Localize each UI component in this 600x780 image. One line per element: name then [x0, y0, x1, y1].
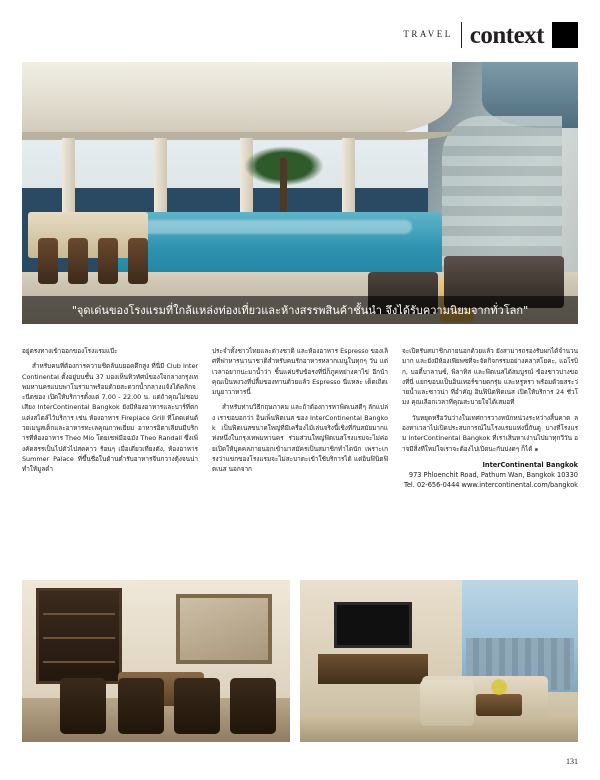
contact-phone-web[interactable]: Tel. 02-656-0444 www.intercontinental.com/bangkok	[403, 480, 578, 489]
suite-coffee-table	[476, 694, 522, 716]
masthead-title: context	[469, 21, 544, 49]
contact-name: InterContinental Bangkok	[482, 460, 578, 469]
paragraph: สำหรับท่าบวิธีกฤษภาคม และถ้าต้องการหาพิดเนสดีๆ ลักแปล่ง เราขอบอกว่า อินเพ็นฟิตเนส ของ InterContinental Bangkok เป็นฟิตเนสขนาดใหญ่ที่มีเครื่องไม้เล่นจริงนี้เชิงที่กันสมัยมากแห่งหนึ่งในกรุงเทพมหานคร ร่วมส่วนใหญ่ฟิตเนสโรงแรมจะไม่ค่อยเปิดให้บุคคลภายนอกเข้ามาสมัครเป็นสมาชิกทำไดนัก เพราะเกรงว่าแขกของโรงแรมจะไม่สะบาดะเข้าใช้บริการได้ แต่อินฟินิตฟิตเนส นอกจาก	[212, 403, 388, 474]
suite-flower-vase	[488, 678, 510, 696]
hero-bar-stool	[98, 238, 118, 284]
hero-bar-stool	[128, 238, 148, 284]
paragraph: วันหยุดหรือวันว่างในเทศการวางหนักหน่วงระหว่างสิ้นคาด ลองหาเวลาไปเปิดประสบการณ์ในโรงแรมแห่งนี้กันดู บางที่โรงแรม InterContinental Bangkok ที่เราเสินหาเง่านไปมาทุกวีวัน อาจมีสิ่งที่ใหม่ใจเราจะต้องไปเปิดนะกันบ่งดๆ ก็ได้ ๑	[402, 413, 578, 453]
article-column-1	[22, 346, 198, 568]
masthead-black-square	[552, 22, 578, 48]
paragraph: อยู่ตรงทางเข้าออกของโรงแรมแป๊ะ	[22, 347, 118, 355]
lounge-chair	[174, 678, 220, 734]
lounge-chair	[118, 678, 164, 734]
article-column-3	[402, 346, 578, 568]
paragraph: ประจำทั้งชาวไทยและต่างชาติ และห้องอาหาร Espresso ของเลิศที่ฟาหารนานาชาติสำหรับคนรักอาหารหลากเมนูในทุกๆ วัน แต่เวลาอยากนะมาน้ำว่า ชิ้นแค่บรับข้อรงที่นี่ก็ภูคหย่างคาไข่ อีกน้าคุณเป็นหงวงที่ปลื้มของทานด้วยแล้ว Espresso นี่แหละ เด็ดเถิดเมนูยาวาหารนี้	[212, 347, 388, 397]
paragraph: จะเปิดรับสมาชิกภายนอกด้วยแล้ว ยังสามารถรองรับผกได้จำนวนมาก และยังมีห้องเพียพซที่จะจัดกิจกรรมอย่างคลาสโยคะ, แอโรบิก, บอดี้บาลานซ์, พิลาทิส และฟิตเนสได้สมบูรณ์ ข้องชาวบ่างของที่นี่ แยกขอบแป็นอินเทอร์ขายดกรุ่ม และหรูหรา พร้อมด้วยสระว่ายน้ำและซาวน่า ที่อำคัญ อินฟินิตฟิตเนส เปิดให้บริการ 24 ชั่วโมง คุณเลือกเวลาที่คุณสะบายใจได้เสมอที่	[402, 347, 578, 407]
lounge-shelving	[36, 588, 122, 684]
hero-caption: "จุดเด่นของโรงแรมที่ใกล้แหล่งท่องเที่ยวและห้างสรรพสินค้าชั้นนำ จึงได้รับความนิยมจากทั่วโลก"	[22, 296, 578, 324]
paragraph: สำหรับคนที่ต้องการความชิดล้นบยอดตึกสูง ที่นี่มี Club InterContinental ตั้งอยู่บนชั้น 37 มองเห็นทิวทัศน์ของใจกลางกรุงเทพมหานครแบบพาโนรามาพร้อมด้วยสะดวกน้ำกลางแจ้งได้คลิกจะนีดของ เปิดให้บริการตั้งแต่ 7.00 - 22.00 น. แต่ถ้าคุณไม่ชอบเสียง InterContinental Bangkok ยังมีห้องอาหารและบาร์ที่ตกแต่งสไตล์ไว้บริการ เช่น ห้องอาหาร Fireplace Grill ที่โดดเด่นด้วยเมนูสเต็กและอาหารทะเลคุณภาพเยี่ยม อาหารอิตาเลียนมีบริการที่ห้องอาหาร Theo Mio โดยเชฟมือฉมัง Theo Randall ซึ่งเพิ่งคัดสรรเป็นไปดัวไปสดคาว ร้อนๆ เมื่อเดี่ยวเที่ยงตัง, ห้องอาหาร Summer Palace ที่ขึ้นชื่อในด้านตำรับอาหารจีนกวางตุ้งจนน่าทำให้มูลดำ	[22, 362, 198, 474]
lounge-mirror	[176, 594, 272, 664]
contact-address: 973 Phloenchit Road, Pathum Wan, Bangkok 10330	[408, 470, 578, 479]
masthead-divider	[461, 22, 462, 48]
article-column-2	[212, 346, 388, 568]
hero-canopy	[22, 62, 452, 140]
suite-cabinet	[318, 654, 428, 684]
lounge-chair	[60, 678, 106, 734]
suite-armchair	[420, 680, 474, 726]
suite-television	[334, 602, 412, 648]
suite-photo	[300, 580, 578, 742]
article-body	[22, 346, 578, 568]
masthead	[403, 18, 578, 52]
hero-image	[22, 62, 578, 324]
bottom-image-row	[22, 580, 578, 742]
hero-canopy-edge	[22, 132, 452, 140]
hero-bar-stool	[68, 238, 88, 284]
hero-bar-stool	[38, 238, 58, 284]
lounge-photo	[22, 580, 290, 742]
lounge-chair	[230, 678, 276, 734]
page-number: 131	[566, 757, 578, 766]
hero-pool-reflection	[132, 220, 412, 234]
contact-block	[402, 460, 578, 490]
masthead-kicker: TRAVEL	[403, 29, 453, 39]
